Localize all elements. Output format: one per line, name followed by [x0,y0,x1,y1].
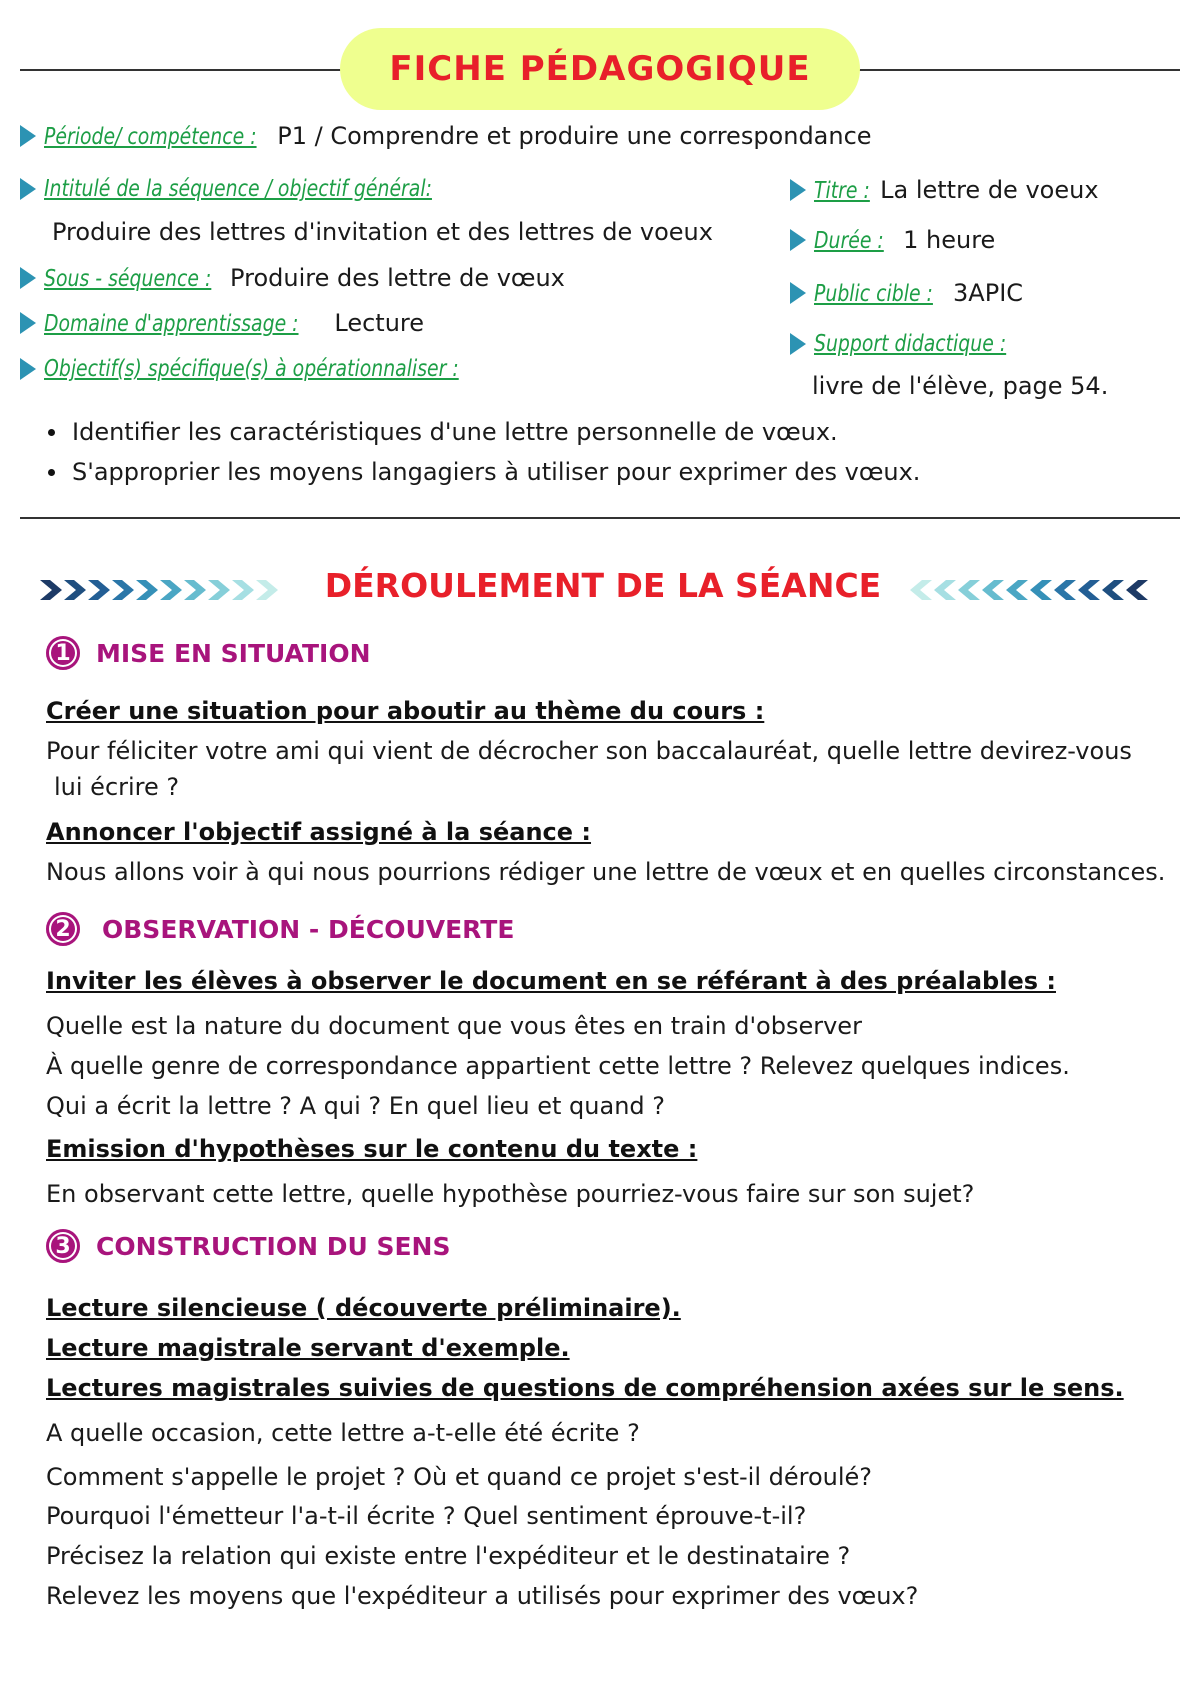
objectifs-row [20,356,550,382]
chevron-icon [1102,580,1124,600]
intitule-row [20,176,517,202]
triangle-bullet-icon [790,333,806,355]
paragraph: Précisez la relation qui existe entre l'expéditeur et le destinataire ? [46,1542,851,1570]
list-item: S'approprier les moyens langagiers à utiliser pour exprimer des vœux. [46,452,920,492]
chevron-icon [958,580,980,600]
subheading: Annoncer l'objectif assigné à la séance : [46,818,592,846]
subheading: Emission d'hypothèses sur le contenu du texte : [46,1135,698,1163]
chevron-icon [1006,580,1028,600]
chevron-icon [88,580,110,600]
domaine-row [20,309,424,337]
paragraph: Comment s'appelle le projet ? Où et quand ce projet s'est-il déroulé? [46,1463,873,1491]
section-title: MISE EN SITUATION [96,638,371,668]
section-number-badge: 2 [46,912,80,946]
chevron-icon [232,580,254,600]
subheading: Lecture magistrale servant d'exemple. [46,1334,570,1362]
chevron-icon [112,580,134,600]
triangle-bullet-icon [790,229,806,251]
chevron-icon [910,580,932,600]
page-title-pill [340,28,860,110]
intitule-label: Intitulé de la séquence / objectif général: [44,176,432,202]
section-number-badge: 3 [46,1229,80,1263]
triangle-bullet-icon [790,179,806,201]
duree-row [790,226,995,254]
triangle-bullet-icon [20,267,36,289]
paragraph: En observant cette lettre, quelle hypothèse pourriez-vous faire sur son sujet? [46,1180,975,1208]
sous-sequence-label: Sous - séquence : [44,266,212,292]
titre-value: La lettre de voeux [880,176,1099,204]
paragraph: Qui a écrit la lettre ? A qui ? En quel lieu et quand ? [46,1092,666,1120]
section-divider [20,517,1180,519]
header-line-left [20,69,342,71]
chevron-icon [40,580,62,600]
paragraph: A quelle occasion, cette lettre a-t-elle été écrite ? [46,1419,640,1447]
section-number-badge: 1 [46,636,80,670]
paragraph: Nous allons voir à qui nous pourrions rédiger une lettre de vœux et en quelles circonstances. [46,858,1166,886]
paragraph: Pourquoi l'émetteur l'a-t-il écrite ? Quel sentiment éprouve-t-il? [46,1502,807,1530]
titre-label: Titre : [814,178,870,204]
chevron-icon [934,580,956,600]
chevrons-right-icon [910,578,1160,602]
public-value: 3APIC [953,279,1024,307]
chevron-icon [1078,580,1100,600]
triangle-bullet-icon [20,178,36,200]
triangle-bullet-icon [20,312,36,334]
periode-label: Période/ compétence : [44,124,257,150]
periode-row [20,122,872,150]
subheading: Lecture silencieuse ( découverte préliminaire). [46,1294,681,1322]
subheading: Lectures magistrales suivies de questions de compréhension axées sur le sens. [46,1374,1124,1402]
domaine-value: Lecture [334,309,425,337]
intitule-value: Produire des lettres d'invitation et des lettres de voeux [52,218,713,246]
subheading: Inviter les élèves à observer le document en se référant à des préalables : [46,967,1056,995]
public-label: Public cible : [814,281,933,307]
section-title: OBSERVATION - DÉCOUVERTE [102,914,515,944]
chevron-icon [184,580,206,600]
support-label: Support didactique : [814,331,1007,357]
page-title: FICHE PÉDAGOGIQUE [389,49,811,89]
chevron-icon [1054,580,1076,600]
triangle-bullet-icon [790,282,806,304]
chevron-icon [1126,580,1148,600]
section-2-heading [46,912,514,946]
triangle-bullet-icon [20,125,36,147]
list-item: Identifier les caractéristiques d'une lettre personnelle de vœux. [46,412,920,452]
section-1-heading [46,636,371,670]
chevron-icon [64,580,86,600]
triangle-bullet-icon [20,358,36,380]
periode-value: P1 / Comprendre et produire une correspondance [277,122,872,150]
chevron-icon [982,580,1004,600]
subheading: Créer une situation pour aboutir au thème du cours : [46,697,765,725]
paragraph: lui écrire ? [54,773,180,801]
paragraph: Pour féliciter votre ami qui vient de décrocher son baccalauréat, quelle lettre devirez-vous [46,737,1132,765]
header-line-right [858,69,1180,71]
chevron-icon [160,580,182,600]
sous-sequence-row [20,264,565,292]
chevron-icon [1030,580,1052,600]
support-row [790,331,1048,357]
chevron-icon [136,580,158,600]
objectifs-list [46,412,920,492]
deroulement-title: DÉROULEMENT DE LA SÉANCE [324,566,882,605]
chevron-icon [208,580,230,600]
objectifs-label: Objectif(s) spécifique(s) à opérationnaliser : [44,356,459,382]
paragraph: Relevez les moyens que l'expéditeur a utilisés pour exprimer des vœux? [46,1582,919,1610]
paragraph: À quelle genre de correspondance appartient cette lettre ? Relevez quelques indices. [46,1052,1070,1080]
chevrons-left-icon [40,578,290,602]
sous-sequence-value: Produire des lettre de vœux [230,264,565,292]
titre-row [790,176,1099,204]
paragraph: Quelle est la nature du document que vous êtes en train d'observer [46,1012,862,1040]
chevron-icon [256,580,278,600]
section-3-heading [46,1229,450,1263]
public-row [790,279,1023,307]
duree-label: Durée : [814,228,884,254]
domaine-label: Domaine d'apprentissage : [44,311,299,337]
support-value: livre de l'élève, page 54. [812,372,1109,400]
section-title: CONSTRUCTION DU SENS [96,1231,451,1261]
duree-value: 1 heure [903,226,996,254]
